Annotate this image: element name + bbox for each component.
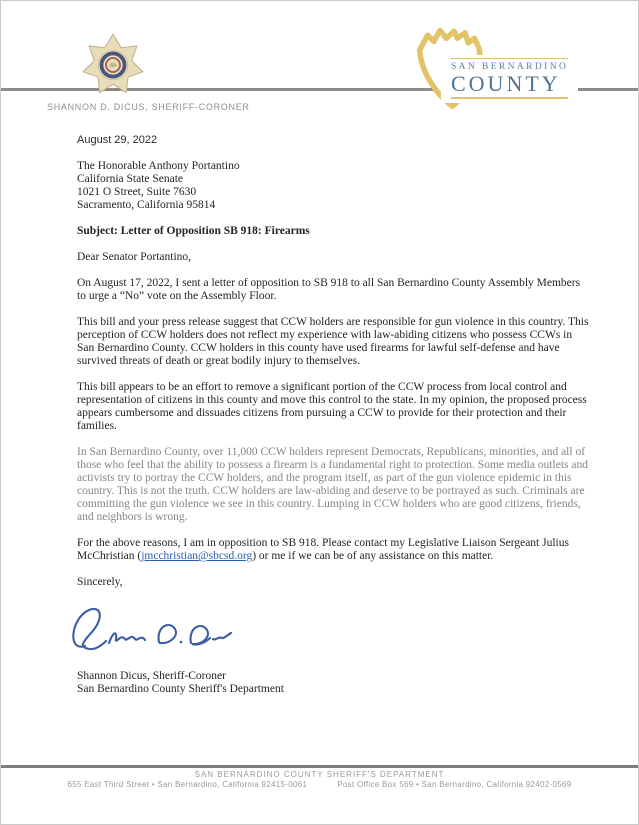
paragraph-4: In San Bernardino County, over 11,000 CCW holders represent Democrats, Republicans, minorities, and all of those who feel that the ability to possess a firearm is a fundamental right to protection. Some media outlets and activists try to portray the CCW holders, and the program itself, as part of the gun violence epidemic in this country. This is not the truth. CCW holders are law-abiding and deserve to be portrayed as such. Criminals are committing the gun violence we see in this country. Lumping in CCW holders who are good citizens, friends, and neighbors is wrong.: [77, 446, 588, 523]
letter-body: [77, 134, 589, 696]
county-logo: [401, 21, 631, 111]
closing-text-post: ) or me if we can be of any assistance on this matter.: [252, 550, 494, 562]
recipient-address: [77, 160, 589, 212]
signature-ink-icon: [69, 602, 234, 662]
subject-line: Subject: Letter of Opposition SB 918: Firearms: [77, 225, 310, 237]
recipient-line: California State Senate: [77, 173, 184, 185]
paragraph-1: On August 17, 2022, I sent a letter of opposition to SB 918 to all San Bernardino County Assembly Members to urge a “No” vote on the Assembly Floor.: [77, 277, 581, 302]
county-logo-textbox: [441, 55, 578, 103]
footer-divider: [1, 765, 638, 768]
valediction: Sincerely,: [77, 576, 123, 588]
signature: [69, 602, 589, 664]
recipient-line: Sacramento, California 95814: [77, 199, 216, 211]
svg-text:✦✦✦✦: ✦✦✦✦: [105, 87, 121, 93]
paragraph-2: This bill and your press release suggest that CCW holders are responsible for gun violence in this country. This perception of CCW holders does not reflect my experience with law-abiding citizens who possess CCWs in San Bernardino County. CCW holders in this county have used firearms for lawful self-defense and have survived threats of death or great bodily injury to themselves.: [77, 316, 589, 367]
salutation: Dear Senator Portantino,: [77, 251, 192, 263]
signer-name: Shannon Dicus, Sheriff-Coroner: [77, 670, 226, 682]
sheriff-coroner-caption: SHANNON D. DICUS, SHERIFF-CORONER: [47, 102, 250, 112]
closing-text-pre: For the above reasons, I am in opposition to SB 918. Please contact my Legislative Liaison Sergeant Julius McChristian (: [77, 537, 569, 562]
recipient-line: 1021 O Street, Suite 7630: [77, 186, 197, 198]
sheriff-star-badge-icon: [81, 25, 145, 105]
signer-organization: San Bernardino County Sheriff's Department: [77, 683, 284, 695]
paragraph-3: This bill appears to be an effort to remove a significant portion of the CCW process from local control and representation of citizens in this county and move this control to the state. In my opinion, the proposed process appears cumbersome and dissuades citizens from pursuing a CCW to provide for their protection and their families.: [77, 381, 587, 432]
footer-department-name: SAN BERNARDINO COUNTY SHERIFF'S DEPARTMENT: [194, 770, 445, 779]
county-logo-line2: COUNTY: [451, 72, 568, 99]
email-link[interactable]: jmcchristian@sbcsd.org: [141, 550, 253, 562]
county-logo-line1: SAN BERNARDINO: [451, 58, 568, 72]
letter-date: August 29, 2022: [77, 134, 158, 146]
recipient-line: The Honorable Anthony Portantino: [77, 160, 240, 172]
closing-paragraph: [77, 537, 589, 563]
footer-street-address: 655 East Third Street • San Bernardino, California 92415-0061: [67, 780, 308, 789]
footer-addresses: [1, 780, 638, 789]
footer-po-box-address: Post Office Box 569 • San Bernardino, California 92402-0569: [337, 780, 572, 789]
